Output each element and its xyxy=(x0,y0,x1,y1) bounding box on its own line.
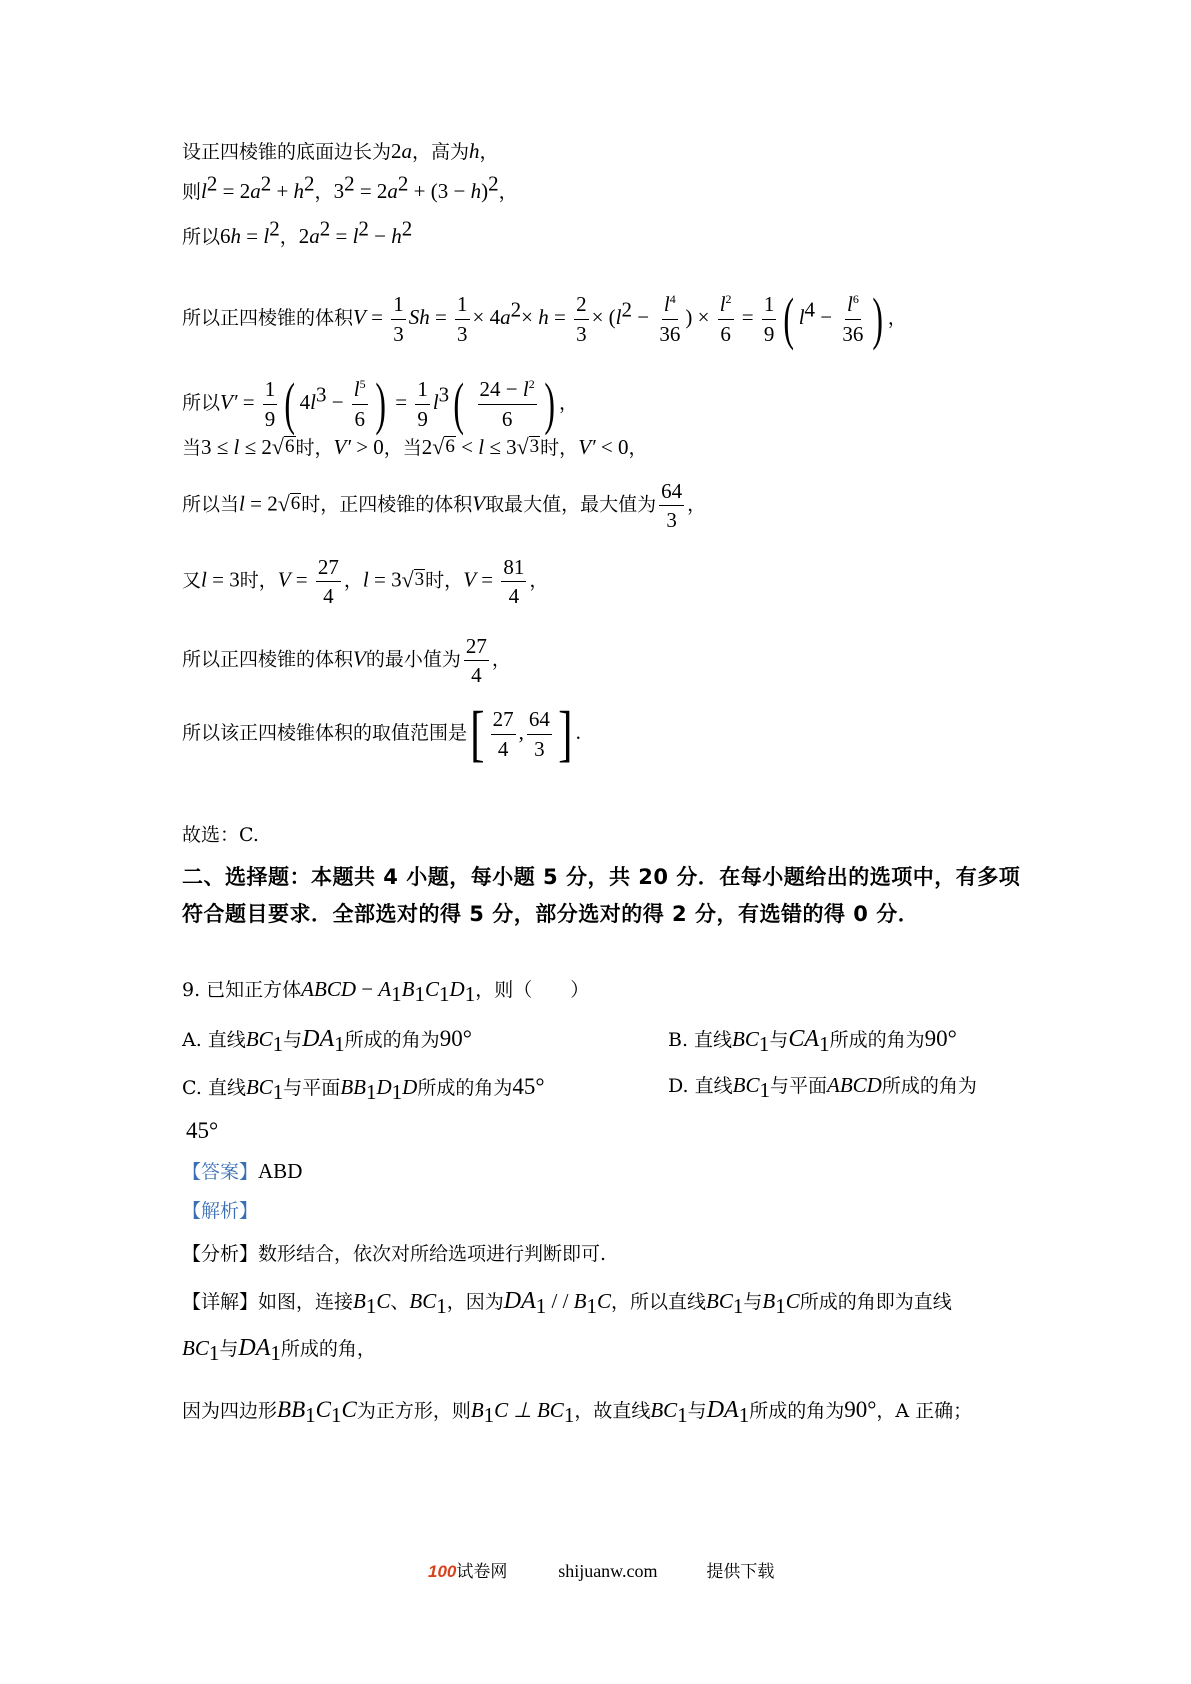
option-a: A. 直线$BC_1$与$DA_1$所成的角为90° xyxy=(182,1026,472,1056)
sqrt: √ 6 xyxy=(271,434,295,459)
site-logo: 100 xyxy=(428,1562,457,1581)
text-line: 故选：C. xyxy=(182,824,259,846)
section-heading: 二、选择题：本题共 4 小题，每小题 5 分，共 20 分．在每小题给出的选项中，有多项符合题目要求．全部选对的得 5 分，部分选对的得 2 分，有选错的得 0 分． xyxy=(182,865,1021,926)
question-9: 9. 已知正方体ABCD − $A_1B_1C_1D_1$，则（ ） xyxy=(182,977,590,1006)
text-line: 又l = 3时，V = $\frac{27}{4}$ ，l = 3 √ 3 时，V = $\frac{81}{4}$ ， xyxy=(182,555,549,609)
sqrt: √ 6 xyxy=(277,490,301,516)
sqrt: √ 3 xyxy=(401,566,425,592)
fraction: $\frac{64}{3}$ xyxy=(661,479,683,533)
page-footer xyxy=(428,1557,774,1582)
fraction: $\frac{1}{9}$ xyxy=(264,377,276,431)
detail-line-2: $BC_1$与$DA_1$所成的角， xyxy=(182,1335,376,1365)
option-d: D. 直线$BC_1$与平面ABCD所成的角为 xyxy=(668,1073,977,1102)
fraction: $\frac{27}{4}$ xyxy=(317,555,339,609)
volume-formula: 所以正四棱锥的体积V = $\frac{1}{3}$ Sh = $\frac{1}{3}$ × $4a^2\times h$ = $\frac{2}{3}$ × ($l^2$ − $\frac{l^4}{36}$ ) × $\frac{l^2}{6}$ = $\frac{1}{9}$ ( $l^4$ − $\frac{l^6}{36}$ ) ， xyxy=(182,286,907,351)
fraction: $\frac{2}{3}$ xyxy=(576,292,587,346)
text-line: 所以正四棱锥的体积V的最小值为 $\frac{27}{4}$ ， xyxy=(182,634,511,688)
text-line: 则$l^2 = 2a^2 + h^2$，$3^2 = 2a^2 + (3 - h)^2$， xyxy=(182,171,518,203)
analysis-tag: 【解析】 xyxy=(182,1200,259,1222)
fraction: $\frac{64}{3}$ xyxy=(528,707,550,761)
fraction: $\frac{1}{3}$ xyxy=(393,292,404,346)
fraction: $\frac{1}{9}$ xyxy=(763,292,775,346)
fraction: $\frac{l^2}{6}$ xyxy=(719,292,732,346)
sqrt: √ 6 xyxy=(432,434,455,459)
site-name: 试卷网 xyxy=(456,1562,508,1582)
answer-line: 【答案】ABD xyxy=(182,1159,303,1183)
fraction: $\frac{27}{4}$ xyxy=(465,634,487,688)
fraction: $\frac{l^4}{36}$ xyxy=(659,292,681,346)
text-line: 所以$6h = l^2$，$2a^2 = l^2 - h^2$ xyxy=(182,216,413,248)
detail-line: 【详解】如图，连接$B_1C$、$BC_1$，因为$DA_1$ / / $B_1C$，所以直线$BC_1$与$B_1C$所成的角即为直线 xyxy=(182,1288,952,1318)
fraction: $\frac{1}{3}$ xyxy=(457,292,468,346)
fraction: $\frac{l^5}{6}$ xyxy=(353,377,366,431)
text-line: 当3 ≤ l ≤ 2 √ 6 时，V′ > 0，当2 √ 6 < l ≤ 3 √ 3 时，V′ < 0， xyxy=(182,434,648,459)
sqrt: √ 3 xyxy=(516,434,540,459)
detail-line-3: 因为四边形$BB_1C_1C$为正方形，则$B_1C$ ⊥ $BC_1$，故直线$BC_1$与$DA_1$所成的角为90°，A 正确； xyxy=(182,1397,973,1427)
option-b: B. 直线$BC_1$与$CA_1$所成的角为90° xyxy=(668,1026,957,1056)
option-d-continued: 45° xyxy=(186,1118,219,1143)
option-c: C. 直线$BC_1$与平面$BB_1D_1D$所成的角为45° xyxy=(182,1074,545,1104)
fraction: $\frac{1}{9}$ xyxy=(417,377,428,431)
text-line: 所以该正四棱锥体积的取值范围是[ $\frac{27}{4}$ , $\frac{64}{3}$ ] . xyxy=(182,700,581,768)
fraction: $\frac{24 - l^2}{6}$ xyxy=(479,377,535,431)
fenxi-line: 【分析】数形结合，依次对所给选项进行判断即可. xyxy=(182,1243,607,1265)
site-url[interactable]: shijuanw.com xyxy=(558,1561,658,1581)
derivative-formula: 所以V′ = $\frac{1}{9}$ ( $4l^3$ − $\frac{l^5}{6}$ ) = $\frac{1}{9}$ $l^3$( $\frac{24 - l^2}{6}$ ) ， xyxy=(182,371,579,436)
download-text: 提供下载 xyxy=(706,1562,775,1582)
fraction: $\frac{27}{4}$ xyxy=(492,707,514,761)
text-line: 设正四棱锥的底面边长为2a，高为h， xyxy=(182,139,499,163)
text-line: 所以当l = 2 √ 6 时，正四棱锥的体积V取最大值，最大值为 $\frac{64}{3}$ ， xyxy=(182,479,707,533)
fraction: $\frac{81}{4}$ xyxy=(503,555,525,609)
fraction: $\frac{l^6}{36}$ xyxy=(842,292,864,346)
